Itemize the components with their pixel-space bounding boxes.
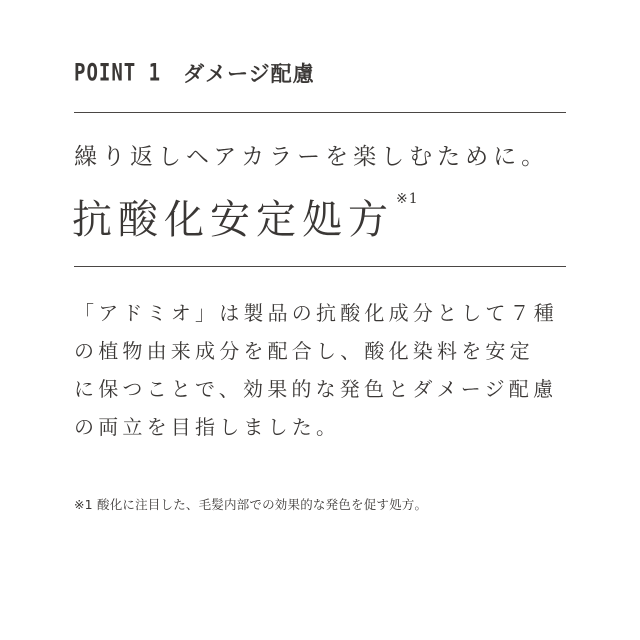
footnote: ※1 酸化に注目した、毛髪内部での効果的な発色を促す処方。 — [74, 497, 428, 512]
point-heading — [74, 56, 315, 90]
point-number-label: POINT 1 — [74, 59, 162, 87]
body-line: に保つことで、効果的な発色とダメージ配慮 — [74, 377, 558, 401]
subtitle: 繰り返しヘアカラーを楽しむために。 — [74, 144, 550, 170]
body-paragraph — [74, 294, 574, 446]
main-title-note-mark: ※1 — [396, 191, 419, 207]
body-line: 「アドミオ」は製品の抗酸化成分として７種 — [74, 301, 558, 325]
top-divider — [74, 112, 566, 113]
bottom-divider — [74, 266, 566, 267]
main-title-text: 抗酸化安定処方 — [72, 197, 394, 243]
main-title — [72, 188, 419, 245]
point-title: ダメージ配慮 — [183, 62, 315, 86]
body-line: の両立を目指しました。 — [74, 415, 341, 439]
body-line: の植物由来成分を配合し、酸化染料を安定 — [74, 339, 534, 363]
